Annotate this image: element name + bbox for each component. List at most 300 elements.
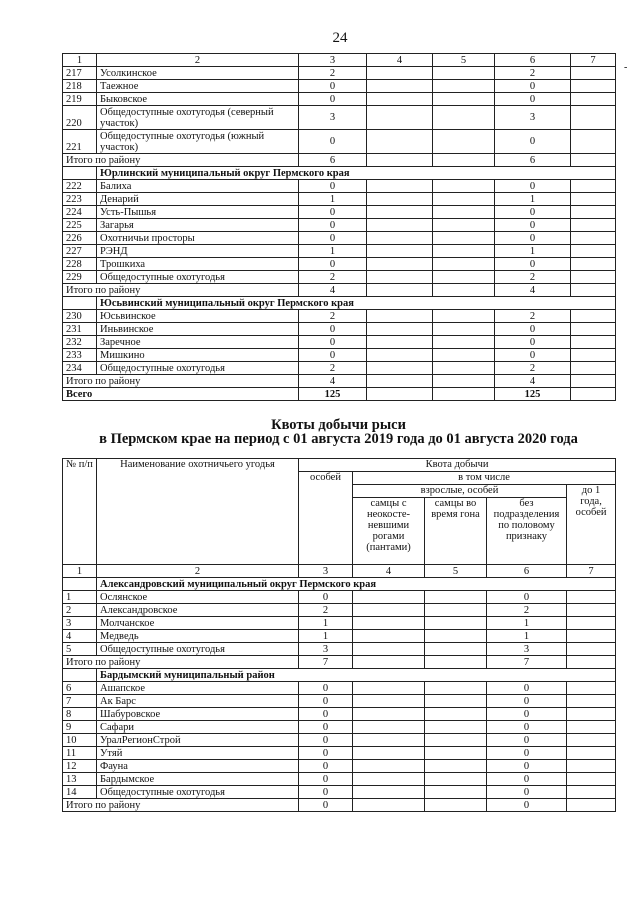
total-label: Итого по району — [63, 154, 299, 167]
hunting-ground-name: Загарья — [97, 219, 299, 232]
quota-undivided-value: 0 — [495, 206, 571, 219]
hunting-ground-name: Утяй — [97, 747, 299, 760]
column-number: 4 — [353, 565, 425, 578]
header-quota: Квота добычи — [299, 459, 616, 472]
quota-undivided-value: 0 — [487, 786, 567, 799]
hunting-ground-name: Ослянское — [97, 591, 299, 604]
empty-cell — [433, 284, 495, 297]
total-undivided-value: 7 — [487, 656, 567, 669]
hunting-ground-name: Общедоступные охотугодья (северный участок) — [97, 106, 299, 130]
quota-undivided-value: 0 — [495, 80, 571, 93]
hunting-ground-name: Общедоступные охотугодья — [97, 362, 299, 375]
empty-cell — [571, 67, 616, 80]
table-row — [63, 773, 616, 786]
quota-undivided-value: 0 — [487, 734, 567, 747]
row-number: 224 — [63, 206, 97, 219]
empty-cell — [567, 721, 616, 734]
quota-value: 0 — [299, 773, 353, 786]
quota-undivided-value: 0 — [495, 349, 571, 362]
empty-cell — [425, 630, 487, 643]
empty-cell — [353, 617, 425, 630]
empty-cell — [425, 656, 487, 669]
empty-cell — [425, 682, 487, 695]
empty-cell — [567, 617, 616, 630]
row-number: 13 — [63, 773, 97, 786]
hunting-ground-name: Усолкинское — [97, 67, 299, 80]
empty-cell — [433, 193, 495, 206]
empty-cell — [567, 682, 616, 695]
empty-cell — [425, 799, 487, 812]
empty-cell — [567, 643, 616, 656]
quota-undivided-value: 0 — [487, 773, 567, 786]
quota-undivided-value: 0 — [495, 232, 571, 245]
total-label: Итого по району — [63, 375, 299, 388]
empty-cell — [367, 193, 433, 206]
empty-cell — [353, 656, 425, 669]
hunting-ground-name: Александровское — [97, 604, 299, 617]
empty-cell — [425, 760, 487, 773]
quota-value: 0 — [299, 786, 353, 799]
row-number: 223 — [63, 193, 97, 206]
table-row — [63, 193, 616, 206]
empty-cell — [433, 67, 495, 80]
table-row — [63, 591, 616, 604]
empty-cell — [433, 206, 495, 219]
column-number: 2 — [97, 54, 299, 67]
quota-undivided-value: 0 — [487, 721, 567, 734]
total-undivided-value: 6 — [495, 154, 571, 167]
quota-value: 0 — [299, 206, 367, 219]
empty-cell — [571, 206, 616, 219]
empty-cell — [571, 80, 616, 93]
empty-cell — [353, 747, 425, 760]
empty-cell — [353, 604, 425, 617]
quota-value: 3 — [299, 106, 367, 130]
quota-undivided-value: 0 — [495, 323, 571, 336]
quota-value: 1 — [299, 245, 367, 258]
empty-cell — [567, 708, 616, 721]
empty-cell — [433, 130, 495, 154]
empty-cell — [425, 604, 487, 617]
row-number: 221 — [63, 130, 97, 154]
table-row — [63, 708, 616, 721]
table-row — [63, 604, 616, 617]
empty-cell — [353, 630, 425, 643]
hunting-ground-name: Общедоступные охотугодья (южный участок) — [97, 130, 299, 154]
row-number: 230 — [63, 310, 97, 323]
quota-value: 3 — [299, 643, 353, 656]
row-number: 233 — [63, 349, 97, 362]
empty-cell — [425, 617, 487, 630]
quota-undivided-value: 2 — [495, 362, 571, 375]
empty-cell — [433, 80, 495, 93]
lynx-quota-table — [62, 458, 616, 812]
empty-cell — [571, 154, 616, 167]
empty-cell — [433, 245, 495, 258]
total-row — [63, 375, 616, 388]
hunting-ground-name: Фауна — [97, 760, 299, 773]
hunting-ground-name: УралРегионСтрой — [97, 734, 299, 747]
empty-cell — [353, 591, 425, 604]
row-number: 227 — [63, 245, 97, 258]
header-no-sex-division: без подразделения по половому признаку — [487, 498, 567, 565]
table-row — [63, 80, 616, 93]
empty-cell — [433, 219, 495, 232]
total-label: Всего — [63, 388, 299, 401]
header-under-one-year: до 1 года, особей — [567, 485, 616, 565]
table-row — [63, 336, 616, 349]
quota-undivided-value: 1 — [495, 245, 571, 258]
quota-undivided-value: 0 — [495, 130, 571, 154]
row-number: 3 — [63, 617, 97, 630]
table-row — [63, 106, 616, 130]
empty-cell — [353, 708, 425, 721]
quota-value: 0 — [299, 591, 353, 604]
quota-undivided-value: 1 — [487, 630, 567, 643]
empty-cell — [571, 130, 616, 154]
quota-undivided-value: 3 — [487, 643, 567, 656]
quota-value: 0 — [299, 734, 353, 747]
empty-cell — [571, 219, 616, 232]
table-row — [63, 760, 616, 773]
empty-cell — [567, 656, 616, 669]
hunting-ground-name: Мишкино — [97, 349, 299, 362]
empty-cell — [571, 180, 616, 193]
row-number: 1 — [63, 591, 97, 604]
quota-undivided-value: 0 — [495, 258, 571, 271]
district-title-row — [63, 167, 616, 180]
empty-cell — [571, 336, 616, 349]
column-number-row — [63, 54, 616, 67]
empty-cell — [367, 180, 433, 193]
row-number: 6 — [63, 682, 97, 695]
empty-cell — [367, 219, 433, 232]
table-row — [63, 786, 616, 799]
column-number: 1 — [63, 54, 97, 67]
empty-cell — [353, 695, 425, 708]
district-title: Юрлинский муниципальный округ Пермского края — [97, 167, 616, 180]
lynx-quota-title: Квоты добычи рыси — [271, 417, 406, 433]
total-value: 0 — [299, 799, 353, 812]
quota-undivided-value: 0 — [487, 695, 567, 708]
quota-value: 0 — [299, 747, 353, 760]
table-row — [63, 643, 616, 656]
empty-cell — [367, 93, 433, 106]
row-number: 10 — [63, 734, 97, 747]
header-individuals: особей — [299, 472, 353, 565]
row-number: 11 — [63, 747, 97, 760]
column-number-row — [63, 565, 616, 578]
total-value: 4 — [299, 284, 367, 297]
column-number: 7 — [571, 54, 616, 67]
district-title: Бардымский муниципальный район — [97, 669, 616, 682]
empty-cell — [433, 323, 495, 336]
hunting-ground-name: Таежное — [97, 80, 299, 93]
hunting-ground-name: Молчанское — [97, 617, 299, 630]
empty-cell — [571, 388, 616, 401]
empty-cell — [353, 799, 425, 812]
empty-cell — [571, 310, 616, 323]
table-row — [63, 232, 616, 245]
column-number: 5 — [425, 565, 487, 578]
empty-cell — [433, 180, 495, 193]
row-number: 217 — [63, 67, 97, 80]
total-value: 125 — [299, 388, 367, 401]
quota-value: 0 — [299, 232, 367, 245]
row-number: 231 — [63, 323, 97, 336]
empty-cell — [571, 93, 616, 106]
empty-cell — [567, 591, 616, 604]
quota-table-continued — [62, 53, 616, 401]
column-number: 5 — [433, 54, 495, 67]
district-title-row — [63, 297, 616, 310]
table-row — [63, 323, 616, 336]
empty-cell — [567, 734, 616, 747]
row-number: 228 — [63, 258, 97, 271]
empty-cell — [571, 258, 616, 271]
quota-value: 2 — [299, 604, 353, 617]
quota-value: 2 — [299, 362, 367, 375]
table-row — [63, 67, 616, 80]
empty-cell — [367, 362, 433, 375]
empty-cell — [353, 773, 425, 786]
empty-cell — [367, 106, 433, 130]
row-number: 14 — [63, 786, 97, 799]
row-number: 2 — [63, 604, 97, 617]
table-row — [63, 747, 616, 760]
empty-cell — [571, 323, 616, 336]
empty-cell — [367, 310, 433, 323]
hunting-ground-name: Бардымское — [97, 773, 299, 786]
table-row — [63, 362, 616, 375]
column-number: 6 — [487, 565, 567, 578]
quota-value: 0 — [299, 349, 367, 362]
empty-cell — [63, 578, 97, 591]
row-number: 229 — [63, 271, 97, 284]
hunting-ground-name: Медведь — [97, 630, 299, 643]
empty-cell — [433, 106, 495, 130]
quota-value: 0 — [299, 258, 367, 271]
empty-cell — [571, 349, 616, 362]
row-number: 8 — [63, 708, 97, 721]
table-row — [63, 695, 616, 708]
table-row — [63, 271, 616, 284]
header-males-antlers: самцы с неокосте-невшими рогами (пантами) — [353, 498, 425, 565]
empty-cell — [425, 773, 487, 786]
hunting-ground-name: Денарий — [97, 193, 299, 206]
row-number: 234 — [63, 362, 97, 375]
edge-mark: - — [624, 62, 628, 73]
total-value: 4 — [299, 375, 367, 388]
header-including: в том числе — [353, 472, 616, 485]
total-undivided-value: 4 — [495, 284, 571, 297]
row-number: 218 — [63, 80, 97, 93]
total-label: Итого по району — [63, 799, 299, 812]
empty-cell — [367, 130, 433, 154]
quota-value: 0 — [299, 130, 367, 154]
quota-undivided-value: 1 — [487, 617, 567, 630]
row-number: 5 — [63, 643, 97, 656]
empty-cell — [433, 93, 495, 106]
empty-cell — [567, 630, 616, 643]
hunting-ground-name: Балиха — [97, 180, 299, 193]
empty-cell — [367, 284, 433, 297]
table-row — [63, 682, 616, 695]
empty-cell — [433, 154, 495, 167]
empty-cell — [63, 669, 97, 682]
table-row — [63, 349, 616, 362]
quota-undivided-value: 0 — [487, 682, 567, 695]
quota-value: 1 — [299, 630, 353, 643]
total-label: Итого по району — [63, 284, 299, 297]
table-row — [63, 245, 616, 258]
table-row — [63, 630, 616, 643]
quota-undivided-value: 0 — [495, 336, 571, 349]
quota-undivided-value: 0 — [495, 219, 571, 232]
total-undivided-value: 125 — [495, 388, 571, 401]
quota-value: 2 — [299, 271, 367, 284]
row-number: 219 — [63, 93, 97, 106]
empty-cell — [433, 388, 495, 401]
row-number: 12 — [63, 760, 97, 773]
table-row — [63, 206, 616, 219]
table-row — [63, 721, 616, 734]
empty-cell — [353, 786, 425, 799]
quota-undivided-value: 0 — [495, 93, 571, 106]
empty-cell — [433, 232, 495, 245]
empty-cell — [567, 760, 616, 773]
hunting-ground-name: Ак Барс — [97, 695, 299, 708]
total-label: Итого по району — [63, 656, 299, 669]
total-value: 6 — [299, 154, 367, 167]
row-number: 226 — [63, 232, 97, 245]
empty-cell — [567, 773, 616, 786]
table-row — [63, 310, 616, 323]
empty-cell — [367, 206, 433, 219]
empty-cell — [367, 375, 433, 388]
table-row — [63, 258, 616, 271]
total-row — [63, 154, 616, 167]
quota-value: 0 — [299, 708, 353, 721]
empty-cell — [433, 258, 495, 271]
empty-cell — [353, 734, 425, 747]
quota-value: 0 — [299, 760, 353, 773]
quota-undivided-value: 0 — [487, 760, 567, 773]
empty-cell — [425, 786, 487, 799]
column-number: 3 — [299, 54, 367, 67]
quota-value: 0 — [299, 682, 353, 695]
column-number: 4 — [367, 54, 433, 67]
quota-value: 0 — [299, 93, 367, 106]
district-title-row — [63, 578, 616, 591]
empty-cell — [425, 695, 487, 708]
empty-cell — [571, 106, 616, 130]
empty-cell — [567, 786, 616, 799]
empty-cell — [433, 310, 495, 323]
empty-cell — [367, 323, 433, 336]
column-number: 3 — [299, 565, 353, 578]
quota-value: 0 — [299, 695, 353, 708]
page-number: 24 — [332, 30, 348, 46]
row-number: 220 — [63, 106, 97, 130]
empty-cell — [63, 167, 97, 180]
hunting-ground-name: Усть-Пышья — [97, 206, 299, 219]
total-row — [63, 284, 616, 297]
district-title: Александровский муниципальный округ Пермского края — [97, 578, 616, 591]
empty-cell — [367, 67, 433, 80]
quota-value: 0 — [299, 180, 367, 193]
quota-undivided-value: 2 — [495, 271, 571, 284]
total-row — [63, 799, 616, 812]
empty-cell — [433, 362, 495, 375]
column-number: 6 — [495, 54, 571, 67]
row-number: 232 — [63, 336, 97, 349]
empty-cell — [367, 154, 433, 167]
quota-value: 0 — [299, 219, 367, 232]
empty-cell — [567, 799, 616, 812]
hunting-ground-name: Ашапское — [97, 682, 299, 695]
table-row — [63, 617, 616, 630]
empty-cell — [567, 604, 616, 617]
column-number: 1 — [63, 565, 97, 578]
lynx-quota-period: в Пермском крае на период с 01 августа 2019 года до 01 августа 2020 года — [99, 431, 578, 447]
hunting-ground-name: Иньвинское — [97, 323, 299, 336]
quota-undivided-value: 1 — [495, 193, 571, 206]
row-number: 7 — [63, 695, 97, 708]
empty-cell — [425, 721, 487, 734]
empty-cell — [571, 232, 616, 245]
quota-value: 0 — [299, 323, 367, 336]
quota-undivided-value: 0 — [487, 591, 567, 604]
header-name: Наименование охотничьего угодья — [97, 459, 299, 565]
empty-cell — [353, 721, 425, 734]
quota-value: 0 — [299, 336, 367, 349]
column-number: 2 — [97, 565, 299, 578]
quota-value: 1 — [299, 617, 353, 630]
empty-cell — [571, 245, 616, 258]
empty-cell — [425, 734, 487, 747]
empty-cell — [571, 193, 616, 206]
district-title-row — [63, 669, 616, 682]
hunting-ground-name: РЭНД — [97, 245, 299, 258]
hunting-ground-name: Общедоступные охотугодья — [97, 271, 299, 284]
empty-cell — [567, 695, 616, 708]
empty-cell — [425, 747, 487, 760]
table-row — [63, 93, 616, 106]
hunting-ground-name: Шабуровское — [97, 708, 299, 721]
empty-cell — [353, 682, 425, 695]
table-row — [63, 219, 616, 232]
empty-cell — [63, 297, 97, 310]
hunting-ground-name: Юсьвинское — [97, 310, 299, 323]
empty-cell — [571, 362, 616, 375]
empty-cell — [353, 643, 425, 656]
empty-cell — [571, 375, 616, 388]
empty-cell — [353, 760, 425, 773]
quota-value: 2 — [299, 67, 367, 80]
header-males-rut: самцы во время гона — [425, 498, 487, 565]
empty-cell — [367, 245, 433, 258]
quota-undivided-value: 2 — [495, 310, 571, 323]
quota-undivided-value: 3 — [495, 106, 571, 130]
quota-undivided-value: 2 — [495, 67, 571, 80]
quota-undivided-value: 2 — [487, 604, 567, 617]
empty-cell — [433, 271, 495, 284]
quota-value: 2 — [299, 310, 367, 323]
empty-cell — [367, 388, 433, 401]
header-adults: взрослые, особей — [353, 485, 567, 498]
hunting-ground-name: Заречное — [97, 336, 299, 349]
